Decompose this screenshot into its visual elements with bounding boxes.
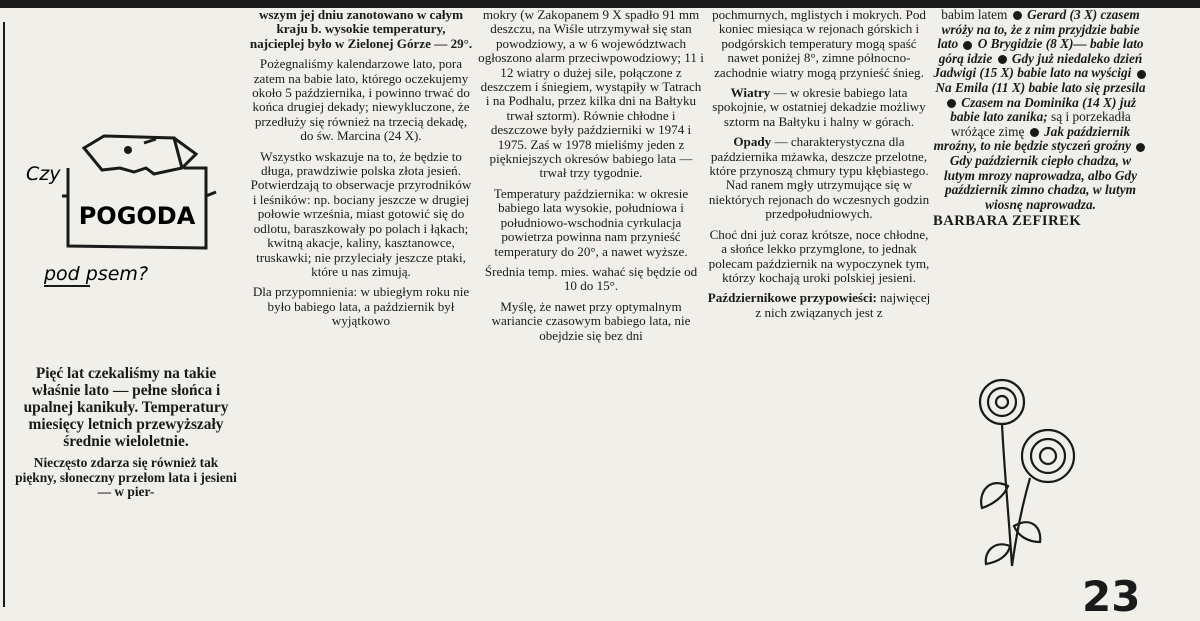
winds-heading: Wiatry: [730, 85, 771, 101]
sayings-list: [933, 8, 1148, 212]
article-column-2: [248, 8, 474, 335]
col4-paragraph-1: pochmurnych, mglistych i mokrych. Pod koniec miesiąca w rejonach górskich i podgórskich temperatury mogą spaść nawet poniżej 8°, zimne północno-zachodnie wiatry mogą przynieść śnieg.: [712, 7, 926, 80]
logo-top-text: Czy: [26, 163, 61, 185]
col4-paragraph-sayings: [707, 291, 931, 320]
col4-paragraph-4: Choć dni już coraz krótsze, noce chłodne, a słońce lekko przymglone, to jednak polecam październik na wypoczynek tym, którzy kochają uroki polskiej jesieni.: [708, 226, 930, 285]
lead-continuation: Nieczęsto zdarza się również tak piękny, słoneczny przełom lata i jesieni — w pier-: [15, 455, 237, 500]
article-column-3: [478, 8, 704, 349]
winds-text: — w okresie babiego lata spokojnie, w ostatniej dekadzie możliwy sztorm na Bałtyku i halny w górach.: [712, 85, 926, 129]
rain-text: — charakterystyczna dla października mżawka, deszcze przelotne, które przynoszą chmury typu kłębiastego. Nad ranem mgły utrzymujące się w niektórych rejonach do wczesnych godzin przedpołudniowych.: [708, 134, 930, 222]
dog-logo-icon: [24, 128, 224, 296]
col2-paragraph-4: Dla przypomnienia: w ubiegłym roku nie było babiego lata, a październik był wyjątkowo: [252, 284, 470, 329]
sayings-text: najwięcej z nich związanych jest z: [755, 290, 931, 320]
page-number: 23: [1082, 572, 1141, 621]
saying-6: Jak październik mroźny, to nie będzie styczeń groźny: [933, 123, 1132, 154]
bullet-icon: [1013, 11, 1022, 20]
logo-bottom-text: pod psem?: [44, 263, 149, 285]
col2-paragraph-3: Wszystko wskazuje na to, że będzie to długa, prawdziwie polska złota jesień. Potwierdzają to obserwacje przyrodników i leśników: np. bociany jeszcze w drugiej połowie września, miast gotowić się do odlotu, baraszkowały po polach i łąkach; kwitną akacje, kaliny, kasztanowce, truskawki; nie przyleciały jeszcze ptaki, które u nas zimują.: [250, 148, 472, 279]
sayings-heading: Październikowe przypowieści:: [707, 290, 877, 306]
author-byline: BARBARA ZEFIREK: [933, 213, 1082, 230]
saying-1: Gerard (3 X) czasem wróży na to, że z nim przyjdzie babie lato: [937, 7, 1140, 52]
col2-paragraph-2: Pożegnaliśmy kalendarzowe lato, pora zatem na babie lato, którego oczekujemy około 5 października, i powinno trwać do końca drugiej dekady; niewykluczone, że przedłuży się również na trzecią dekadę, do św. Marcina (24 X).: [252, 56, 470, 144]
article-column-4: [707, 8, 931, 326]
bullet-icon: [963, 41, 972, 50]
saying-4: Na Emila (11 X) babie lato się przesila: [935, 79, 1146, 95]
lead-paragraph: Pięć lat czekaliśmy na takie właśnie lato — pełne słońca i upalnej kanikuły. Temperatury miesięcy letnich przewyższały średnie wieloletnie.: [23, 365, 229, 450]
saying-3: Gdy już niedaleko dzień Jadwigi (15 X) babie lato na wyścigi: [933, 50, 1143, 81]
col3-paragraph-2: Temperatury października: w okresie babiego lata wysokie, południowa i południowo-wschodnia cyrkulacja powietrza powinna nam przynieść temperatury do 20°, a nawet wyższe.: [493, 185, 689, 259]
chrysanthemum-icon: [968, 376, 1078, 568]
logo-main-text: POGODA: [78, 202, 196, 230]
col4-paragraph-winds: [707, 86, 931, 129]
saying-intro: babim latem: [941, 7, 1008, 22]
saying-bridge: są i porzekadła wróżące zimę: [950, 109, 1131, 139]
left-rule: [3, 22, 5, 607]
saying-7: Gdy październik ciepło chadza, w lutym mrozy naprowadza, albo Gdy październik zimno chadza, w lutym wiosnę naprowadza.: [943, 152, 1138, 212]
col4-paragraph-rain: [707, 135, 931, 221]
col3-paragraph-3: Średnia temp. mies. wahać się będzie od 10 do 15°.: [484, 263, 698, 294]
col2-paragraph-1: wszym jej dniu zanotowano w całym kraju b. wysokie temperatury, najcieplej było w Zielonej Górze — 29°.: [249, 7, 473, 51]
saying-5: Czasem na Dominika (14 X) już babie lato zanika;: [950, 94, 1137, 125]
col3-paragraph-1: mokry (w Zakopanem 9 X spadło 91 mm deszczu, na Wiśle utrzymywał się stan powodziowy, a w 6 województwach ogłoszono alarm przeciwpowodziowy; 11 i 12 wiatry o dużej sile, połączone z deszczem i śniegiem, wystąpiły w Tatrach i na Podhalu, przez kilka dni na Bałtyku trwał sztorm). Równie chłodne i deszczowe były październiki w 1974 i 1975. Zaś w 1978 mieliśmy jeden z piękniejszych okresów babiego lata — trwał trzy tygodnie.: [478, 7, 704, 181]
bullet-icon: [947, 99, 956, 108]
rain-heading: Opady: [733, 134, 772, 150]
bullet-icon: [1030, 128, 1039, 137]
saying-2: O Brygidzie (8 X)— babie lato górą idzie: [938, 36, 1144, 66]
bullet-icon: [1136, 143, 1145, 152]
col3-paragraph-4: Myślę, że nawet przy optymalnym wariancie czasowym babiego lata, nie obejdzie się bez dni: [491, 298, 691, 343]
sayings-column: [933, 8, 1148, 229]
bullet-icon: [1137, 70, 1146, 79]
bullet-icon: [998, 55, 1007, 64]
lead-column: [15, 365, 237, 506]
